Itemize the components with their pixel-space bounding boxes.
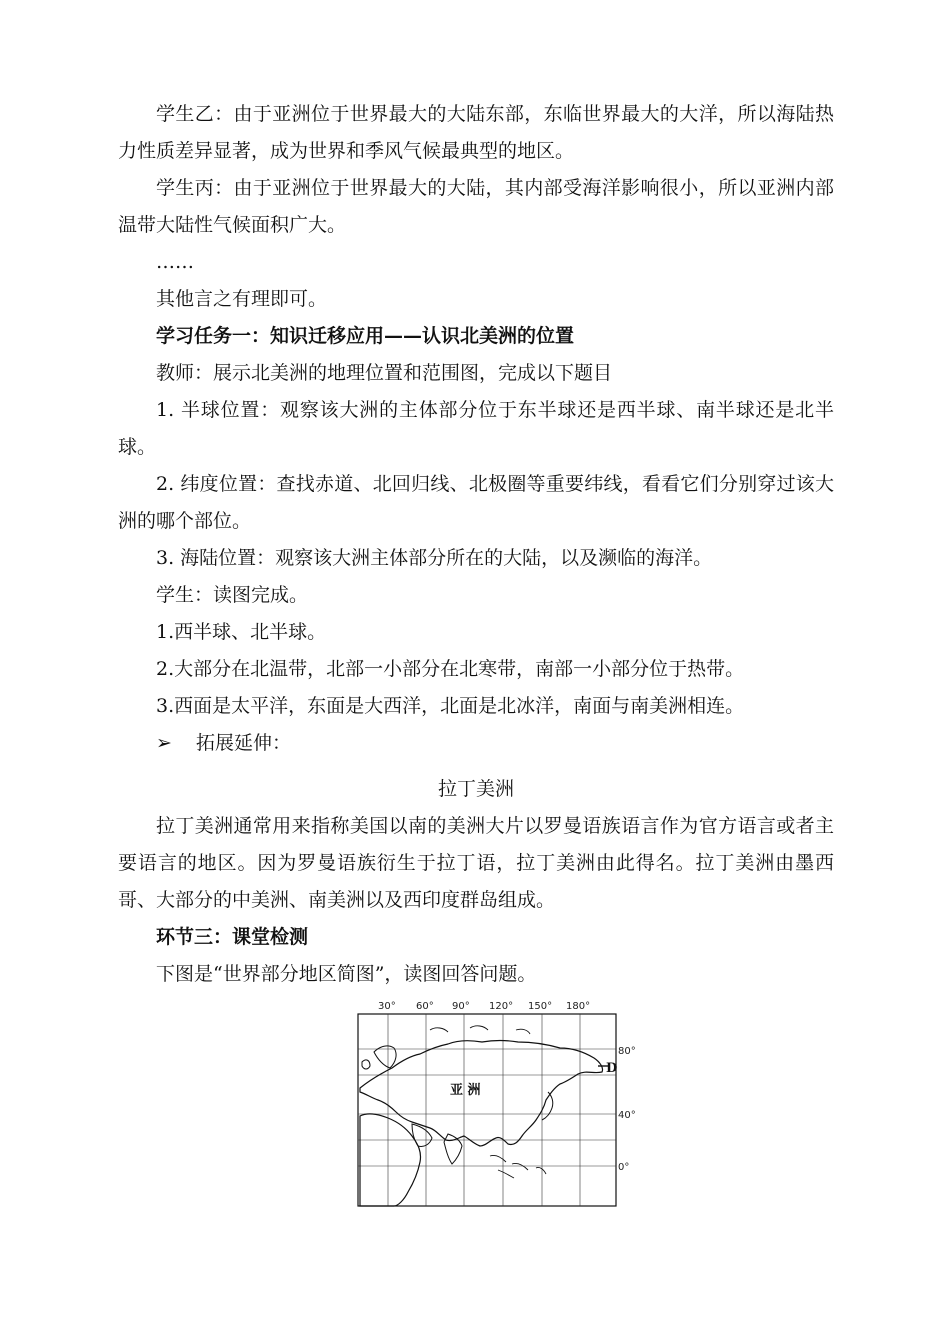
answer-1: 1.西半球、北半球。 [156,621,327,643]
latin-america-title: 拉丁美洲 [437,778,514,800]
question-2: 2. 纬度位置：查找赤道、北回归线、北极圈等重要纬线，看看它们分别穿过该大洲的哪个部位。 [118,473,834,532]
task-one-heading: 学习任务一：知识迁移应用——认识北美洲的位置 [156,325,575,347]
lon-label-60: 60° [416,1001,434,1012]
map-intro: 下图是“世界部分地区简图”，读图回答问题。 [156,963,537,985]
lat-label-0: 0° [618,1162,630,1173]
arrow-bullet-icon: ➢ [156,732,172,754]
extension-line [118,725,834,762]
lon-label-90: 90° [452,1001,470,1012]
lat-label-80: 80° [618,1046,636,1057]
student-c-paragraph: 学生丙：由于亚洲位于世界最大的大陆，其内部受海洋影响很小，所以亚洲内部温带大陆性气候面积广大。 [118,177,834,236]
answer-3: 3.西面是太平洋，东面是大西洋，北面是北冰洋，南面与南美洲相连。 [156,695,745,717]
map-svg [340,996,640,1210]
point-d-label: D [606,1061,618,1076]
lat-label-40: 40° [618,1110,636,1121]
student-reply: 学生：读图完成。 [156,584,309,606]
map-frame [358,1014,616,1206]
lon-label-120: 120° [489,1001,514,1012]
extension-label: 拓展延伸： [196,732,292,754]
lon-label-150: 150° [528,1001,553,1012]
world-region-map [340,996,640,1210]
other-answers-line: 其他言之有理即可。 [156,288,328,310]
question-1: 1. 半球位置：观察该大洲的主体部分位于东半球还是西半球、南半球还是北半球。 [118,399,834,458]
question-3: 3. 海陆位置：观察该大洲主体部分所在的大陆，以及濒临的海洋。 [156,547,713,569]
latin-america-text: 拉丁美洲通常用来指称美国以南的美洲大片以罗曼语族语言作为官方语言或者主要语言的地区。因为罗曼语族衍生于拉丁语，拉丁美洲由此得名。拉丁美洲由墨西哥、大部分的中美洲、南美洲以及西印度群岛组成。 [118,815,834,911]
teacher-instruction: 教师：展示北美洲的地理位置和范围图，完成以下题目 [156,362,613,384]
section-three-heading: 环节三：课堂检测 [156,926,309,948]
lon-label-180: 180° [566,1001,591,1012]
lon-label-30: 30° [378,1001,396,1012]
ellipsis-line: …… [156,251,194,273]
student-b-paragraph: 学生乙：由于亚洲位于世界最大的大陆东部，东临世界最大的大洋，所以海陆热力性质差异显著，成为世界和季风气候最典型的地区。 [118,103,834,162]
asia-label: 亚 洲 [450,1083,481,1098]
answer-2: 2.大部分在北温带，北部一小部分在北寒带，南部一小部分位于热带。 [156,658,745,680]
